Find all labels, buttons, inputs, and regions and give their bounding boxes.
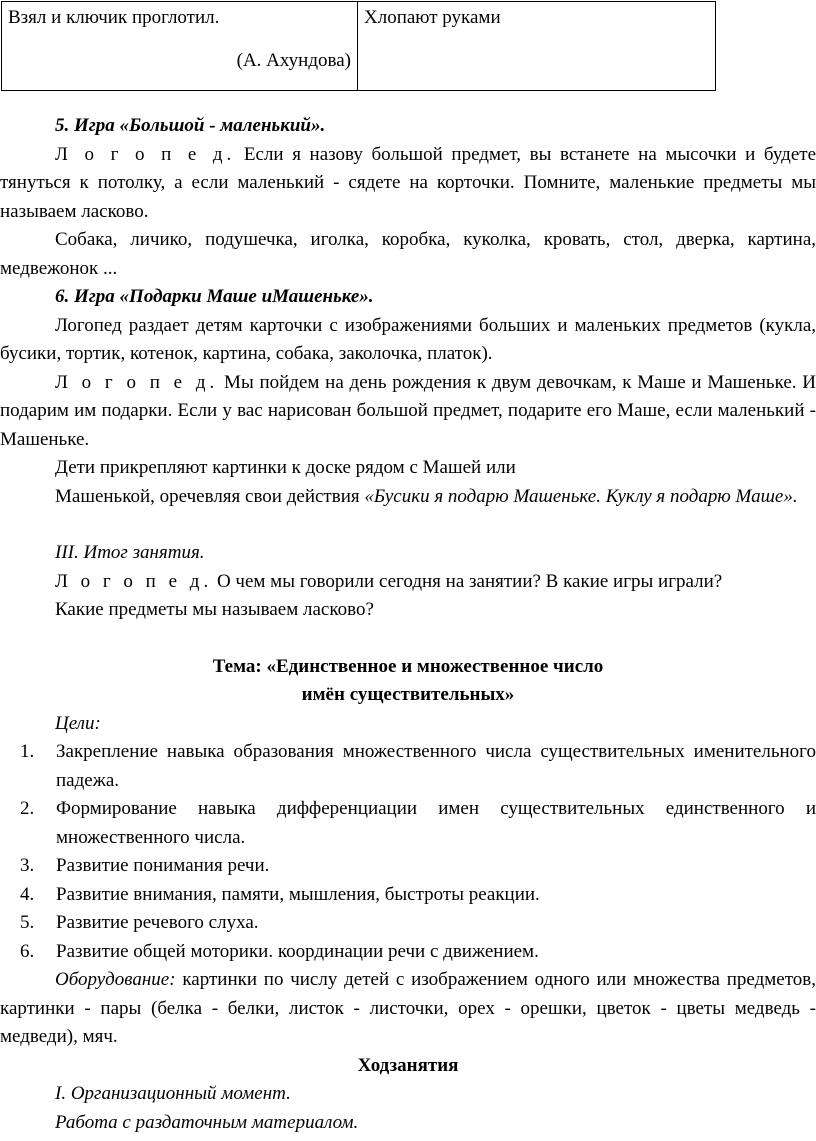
document-body: [0, 112, 816, 1137]
list-item: [0, 881, 816, 910]
list-number: 4.: [20, 883, 35, 905]
summary-question: Какие предметы мы называем ласково?: [55, 599, 374, 620]
game5-instruction: [0, 141, 816, 227]
game5-words: Собака, личико, подушечка, иголка, коробка, куколка, кровать, стол, дверка, картина, медвежонок ...: [0, 229, 816, 279]
list-item: [0, 738, 816, 795]
game5-heading: 5. Игра «Большой - маленький».: [55, 115, 326, 136]
list-item-text: Формирование навыка дифференциации имен существительных единственного и множественного числа.: [56, 798, 816, 848]
rhyme-line: Взял и ключик проглотил.: [8, 7, 220, 28]
list-item: [0, 938, 816, 967]
rhyme-attribution: (А. Ахундова): [236, 49, 351, 71]
list-item-text: Закрепление навыка образования множественного числа существительных именительного падежа.: [56, 741, 816, 791]
list-number: 6.: [20, 940, 35, 962]
list-number: 5.: [20, 912, 35, 933]
list-number: 2.: [20, 798, 35, 819]
list-item: [0, 909, 816, 938]
goals-list: [0, 738, 816, 966]
topic-title: имён существительных»: [301, 684, 515, 705]
lesson-heading: Ходзанятия: [357, 1054, 459, 1076]
lesson-part-1-sub: Работа с раздаточным материалом.: [55, 1111, 359, 1133]
game6-paragraph: [0, 483, 816, 512]
lesson-part-1: I. Организационный момент.: [55, 1083, 291, 1104]
speaker-label: Л о г о п е д.: [55, 371, 219, 393]
rhyme-cell: [2, 2, 358, 91]
rhyme-table: [1, 1, 716, 91]
list-item: [0, 852, 816, 881]
list-item-text: Развитие речевого слуха.: [56, 912, 259, 933]
game6-instruction: [0, 369, 816, 455]
list-item-text: Развитие понимания речи.: [56, 855, 270, 876]
list-item-text: Развитие общей моторики. координации речи с движением.: [56, 940, 539, 962]
speaker-label: Л о г о п е д.: [55, 570, 213, 592]
equipment-text: картинки по числу детей с изображением одного или множества предметов, картинки - пары (белка - белки, листок - листочки, орех - орешки, цветок - цветы медведь - медведи), мяч.: [0, 969, 816, 1047]
list-item: [0, 795, 816, 852]
list-number: 3.: [20, 855, 35, 876]
topic-title: Тема: «Единственное и множественное число: [212, 655, 604, 677]
summary-heading: III. Итог занятия.: [55, 542, 205, 563]
game6-text: Машенькой, оречевляя свои действия: [55, 485, 365, 507]
speaker-label: Л о г о п е д.: [55, 143, 236, 165]
summary-question-text: О чем мы говорили сегодня на занятии? В какие игры играли?: [212, 570, 723, 592]
game6-instruction-text: Мы пойдем на день рождения к двум девочкам, к Маше и Машеньке. И подарим им подарки. Если у вас нарисован большой предмет, подарите его Маше, если маленький - Машеньке.: [0, 371, 816, 450]
equipment-paragraph: [0, 966, 816, 1052]
game6-heading: 6. Игра «Подарки Маше иМашеньке».: [55, 286, 374, 307]
list-item-text: Развитие внимания, памяти, мышления, быстроты реакции.: [56, 883, 540, 905]
game5-instruction-text: Если я назову большой предмет, вы встанете на мысочки и будете тянуться к потолку, а если маленький - сядете на корточки. Помните, маленькие предметы мы называем ласково.: [0, 143, 816, 222]
equipment-label: Оборудование:: [55, 969, 176, 990]
game6-quote: «Бусики я подарю Машеньке. Куклу я подарю Маше».: [364, 485, 798, 507]
game6-paragraph: Дети прикрепляют картинки к доске рядом с Машей или: [55, 457, 516, 478]
action-cell: Хлопают руками: [358, 2, 716, 91]
summary-question: [0, 568, 816, 597]
list-number: 1.: [20, 741, 35, 762]
game6-paragraph: Логопед раздает детям карточки с изображениями больших и маленьких предметов (кукла, бусики, тортик, котенок, картина, собака, заколочка, платок).: [0, 314, 816, 364]
goals-label: Цели:: [55, 712, 101, 734]
